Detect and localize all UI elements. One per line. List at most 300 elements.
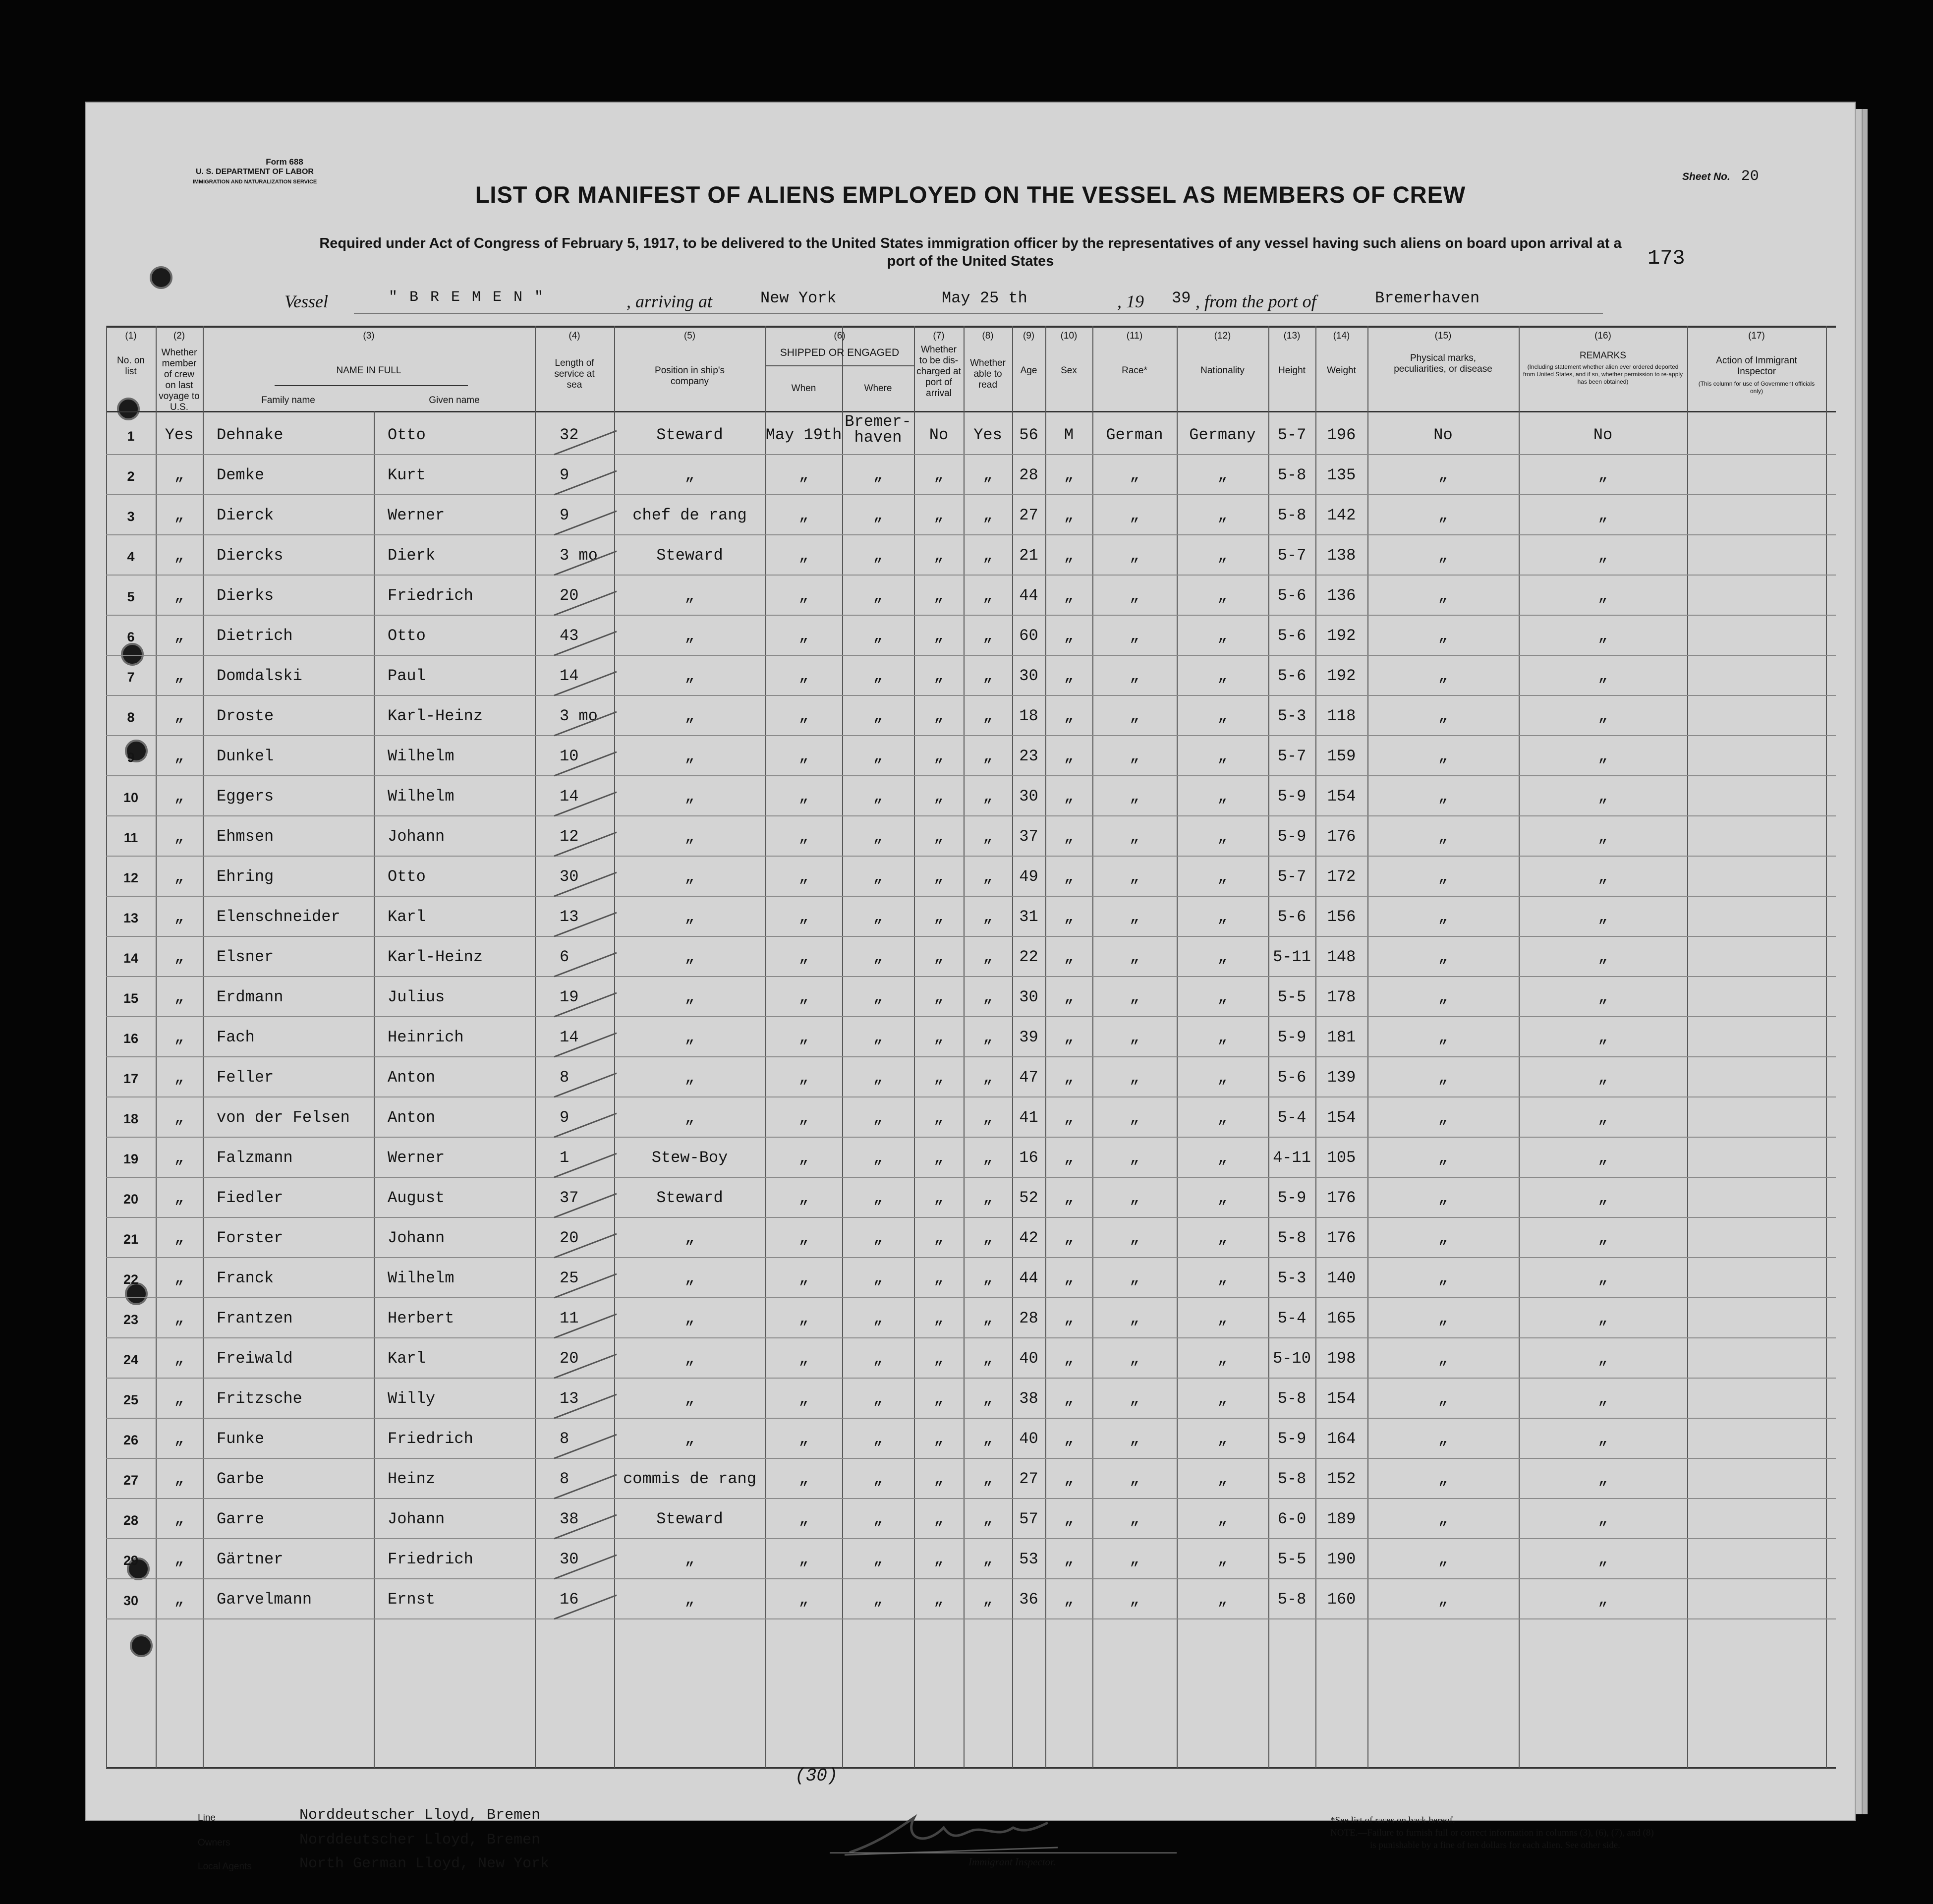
owners-value: Norddeutscher Lloyd, Bremen (299, 1832, 541, 1848)
cell-weight: 154 (1327, 1389, 1356, 1408)
year-suffix: 39 (1172, 289, 1191, 307)
cell-physical: „ (1438, 667, 1448, 685)
cell-position: „ (684, 667, 695, 685)
cell-given: Otto (388, 867, 426, 886)
column-number: (8) (982, 331, 994, 341)
cell-weight: 192 (1327, 627, 1356, 645)
cell-remarks: „ (1598, 627, 1608, 645)
from-label: , from the port of (1195, 291, 1316, 311)
cell-read: „ (983, 506, 993, 524)
cell-physical: „ (1438, 1108, 1448, 1127)
row-number: 16 (123, 1031, 139, 1046)
cell-age: 27 (1019, 506, 1038, 524)
cell-where: „ (873, 1068, 883, 1087)
stamp-number: 173 (1648, 246, 1685, 270)
cell-age: 40 (1019, 1430, 1038, 1448)
cell-sex: M (1064, 426, 1074, 444)
cell-given: Herbert (388, 1309, 455, 1327)
cell-sex: „ (1064, 1028, 1074, 1046)
cell-remarks: „ (1598, 1389, 1608, 1408)
cell-remarks: „ (1598, 827, 1608, 846)
header-when: When (791, 383, 816, 394)
row-rule (106, 454, 1836, 455)
cell-family: Garre (217, 1510, 265, 1528)
check-mark (552, 829, 622, 859)
header-remarks-note: (Including statement whether alien ever ordered deported from United States, and if so, whether permission to re-apply has been obtained) (1523, 363, 1683, 385)
cell-race: „ (1130, 1028, 1139, 1046)
shipped-rule (765, 365, 914, 366)
cell-weight: 176 (1327, 1229, 1356, 1247)
cell-family: Dierks (217, 586, 274, 605)
cell-length: 3 mo (560, 707, 598, 725)
cell-where: „ (873, 546, 883, 565)
cell-nationality: „ (1217, 546, 1228, 565)
cell-race: „ (1130, 1590, 1139, 1609)
cell-position: „ (684, 1269, 695, 1287)
cell-family: Dunkel (217, 747, 274, 765)
cell-nationality: „ (1217, 707, 1228, 725)
cell-position: „ (684, 1349, 695, 1368)
cell-weight: 139 (1327, 1068, 1356, 1087)
cell-height: 5-4 (1277, 1108, 1307, 1127)
cell-age: 18 (1019, 707, 1038, 725)
cell-discharged: No (929, 426, 949, 444)
column-number: (3) (363, 331, 375, 341)
cell-given: Paul (388, 667, 426, 685)
cell-physical: „ (1438, 1590, 1448, 1609)
cell-discharged: „ (934, 988, 944, 1006)
cell-weight: 198 (1327, 1349, 1356, 1368)
cell-prior: „ (174, 747, 184, 765)
cell-length: 1 (560, 1149, 569, 1167)
cell-nationality: „ (1217, 627, 1228, 645)
cell-length: 43 (560, 627, 579, 645)
cell-where: „ (873, 1590, 883, 1609)
cell-read: „ (983, 586, 993, 605)
cell-height: 5-6 (1277, 627, 1307, 645)
column-number: (9) (1023, 331, 1035, 341)
header-name-in-full: NAME IN FULL (336, 365, 401, 376)
cell-remarks: „ (1598, 1349, 1608, 1368)
cell-where: „ (873, 827, 883, 846)
cell-discharged: „ (934, 1108, 944, 1127)
cell-family: Dierck (217, 506, 274, 524)
column-rule (203, 326, 204, 1768)
check-mark (552, 588, 622, 618)
cell-discharged: „ (934, 1430, 944, 1448)
cell-family: Garbe (217, 1470, 265, 1488)
cell-read: „ (983, 1510, 993, 1528)
cell-race: „ (1130, 466, 1139, 484)
cell-age: 60 (1019, 627, 1038, 645)
cell-where: „ (873, 1229, 883, 1247)
cell-given: Dierk (388, 546, 436, 565)
cell-age: 27 (1019, 1470, 1038, 1488)
row-rule (106, 775, 1836, 776)
cell-remarks: „ (1598, 667, 1608, 685)
cell-discharged: „ (934, 1590, 944, 1609)
cell-when: „ (798, 1108, 809, 1127)
cell-race: „ (1130, 1269, 1139, 1287)
column-number: (7) (933, 331, 945, 341)
row-rule (106, 1498, 1836, 1499)
cell-when: „ (798, 1068, 809, 1087)
department-name: U. S. DEPARTMENT OF LABOR (196, 168, 314, 176)
arriving-port: New York (760, 289, 837, 307)
header-physical-marks: Physical marks, peculiarities, or disease (1394, 353, 1492, 374)
cell-remarks: „ (1598, 1510, 1608, 1528)
cell-position: „ (684, 586, 695, 605)
cell-length: 9 (560, 1108, 569, 1127)
cell-weight: 172 (1327, 867, 1356, 886)
row-number: 10 (123, 790, 139, 805)
cell-family: Frantzen (217, 1309, 293, 1327)
cell-read: „ (983, 466, 993, 484)
cell-remarks: „ (1598, 948, 1608, 966)
cell-where: „ (873, 988, 883, 1006)
header-given-name: Given name (429, 395, 480, 405)
cell-sex: „ (1064, 1470, 1074, 1488)
cell-nationality: „ (1217, 1309, 1228, 1327)
cell-family: Forster (217, 1229, 284, 1247)
row-number: 9 (127, 750, 135, 765)
row-rule (106, 1056, 1836, 1057)
cell-weight: 192 (1327, 667, 1356, 685)
cell-position: Steward (656, 1189, 723, 1207)
cell-remarks: „ (1598, 988, 1608, 1006)
cell-prior: „ (174, 506, 184, 524)
cell-remarks: „ (1598, 1149, 1608, 1167)
cell-remarks: „ (1598, 1108, 1608, 1127)
cell-discharged: „ (934, 1510, 944, 1528)
check-mark (552, 669, 622, 698)
cell-remarks: „ (1598, 867, 1608, 886)
cell-physical: „ (1438, 908, 1448, 926)
cell-race: „ (1130, 1149, 1139, 1167)
sheet-label: Sheet No. (1682, 171, 1730, 182)
cell-height: 5-10 (1273, 1349, 1311, 1368)
check-mark (552, 789, 622, 819)
cell-sex: „ (1064, 707, 1074, 725)
cell-length: 12 (560, 827, 579, 846)
check-mark (552, 1351, 622, 1381)
cell-prior: „ (174, 908, 184, 926)
cell-read: „ (983, 1389, 993, 1408)
subtitle-line-1: Required under Act of Congress of February 5, 1917, to be delivered to the United States immigration officer by the representatives of any vessel having such aliens on board upon arrival at a (319, 235, 1622, 251)
cell-read: „ (983, 1068, 993, 1087)
table-top-rule (106, 326, 1836, 328)
column-number: (12) (1214, 331, 1231, 341)
cell-position: Steward (656, 426, 723, 444)
cell-physical: „ (1438, 466, 1448, 484)
inspector-label: Immigrant Inspector. (968, 1856, 1056, 1868)
cell-physical: „ (1438, 546, 1448, 565)
cell-sex: „ (1064, 506, 1074, 524)
row-number: 23 (123, 1312, 139, 1327)
agents-label: Local Agents (198, 1861, 252, 1872)
cell-when: „ (798, 1189, 809, 1207)
cell-position: „ (684, 1550, 695, 1568)
cell-length: 25 (560, 1269, 579, 1287)
cell-when: „ (798, 1309, 809, 1327)
cell-family: Demke (217, 466, 265, 484)
cell-discharged: „ (934, 908, 944, 926)
cell-remarks: „ (1598, 787, 1608, 806)
cell-age: 22 (1019, 948, 1038, 966)
cell-length: 20 (560, 1349, 579, 1368)
cell-given: Karl (388, 1349, 426, 1368)
cell-race: „ (1130, 867, 1139, 886)
cell-race: „ (1130, 747, 1139, 765)
cell-where-first-row (842, 414, 914, 446)
check-mark (552, 990, 622, 1020)
cell-read: „ (983, 546, 993, 565)
check-mark (552, 1231, 622, 1261)
cell-race: „ (1130, 1108, 1139, 1127)
cell-nationality: „ (1217, 1068, 1228, 1087)
cell-when: „ (798, 586, 809, 605)
cell-family: Erdmann (217, 988, 284, 1006)
cell-read: „ (983, 787, 993, 806)
cell-position: „ (684, 466, 695, 484)
cell-nationality: „ (1217, 586, 1228, 605)
column-number: (14) (1333, 331, 1350, 341)
cell-when: „ (798, 1510, 809, 1528)
cell-height: 5-9 (1277, 1430, 1307, 1448)
row-rule (106, 815, 1836, 816)
cell-height: 5-6 (1277, 908, 1307, 926)
cell-discharged: „ (934, 1269, 944, 1287)
check-mark (552, 1151, 622, 1180)
cell-race: „ (1130, 667, 1139, 685)
cell-prior: „ (174, 1028, 184, 1046)
cell-read: „ (983, 827, 993, 846)
cell-read: „ (983, 867, 993, 886)
cell-family: Gärtner (217, 1550, 284, 1568)
cell-nationality: „ (1217, 787, 1228, 806)
cell-position: „ (684, 787, 695, 806)
cell-race: „ (1130, 908, 1139, 926)
signature-line (830, 1852, 1177, 1853)
cell-read: „ (983, 1229, 993, 1247)
cell-given: Willy (388, 1389, 436, 1408)
cell-discharged: „ (934, 506, 944, 524)
cell-family: Fiedler (217, 1189, 284, 1207)
check-mark (552, 1030, 622, 1060)
cell-remarks: „ (1598, 1269, 1608, 1287)
row-number: 2 (127, 469, 135, 484)
cell-age: 16 (1019, 1149, 1038, 1167)
check-mark (552, 1391, 622, 1421)
cell-height: 5-5 (1277, 988, 1307, 1006)
row-rule (106, 1257, 1836, 1258)
row-number: 5 (127, 589, 135, 604)
cell-length: 20 (560, 586, 579, 605)
cell-position: „ (684, 908, 695, 926)
row-number: 12 (123, 870, 139, 885)
check-mark (552, 1271, 622, 1301)
total-count: (30) (795, 1766, 838, 1786)
row-rule (106, 695, 1836, 696)
cell-physical: „ (1438, 1430, 1448, 1448)
cell-position: Steward (656, 546, 723, 565)
cell-height: 5-9 (1277, 1189, 1307, 1207)
cell-sex: „ (1064, 1590, 1074, 1609)
cell-family: Feller (217, 1068, 274, 1087)
header-able-read: Whether able to read (970, 358, 1006, 390)
cell-where: „ (873, 466, 883, 484)
cell-race: „ (1130, 506, 1139, 524)
row-rule (106, 1177, 1836, 1178)
cell-height: 5-3 (1277, 1269, 1307, 1287)
cell-discharged: „ (934, 948, 944, 966)
crew-table (106, 326, 1836, 1768)
cell-nationality: „ (1217, 747, 1228, 765)
row-number: 20 (123, 1192, 139, 1207)
check-mark (552, 749, 622, 779)
cell-physical: „ (1438, 1149, 1448, 1167)
cell-age: 41 (1019, 1108, 1038, 1127)
cell-length: 38 (560, 1510, 579, 1528)
cell-where: „ (873, 948, 883, 966)
cell-remarks: „ (1598, 747, 1608, 765)
cell-sex: „ (1064, 1269, 1074, 1287)
cell-sex: „ (1064, 1068, 1074, 1087)
cell-physical: „ (1438, 1028, 1448, 1046)
cell-prior: „ (174, 466, 184, 484)
arriving-label: , arriving at (626, 291, 713, 311)
column-rule (1687, 326, 1688, 1768)
cell-when: „ (798, 948, 809, 966)
row-rule (106, 1458, 1836, 1459)
cell-nationality: „ (1217, 908, 1228, 926)
cell-race: „ (1130, 1229, 1139, 1247)
cell-height: 5-3 (1277, 707, 1307, 725)
cell-length: 6 (560, 948, 569, 966)
cell-sex: „ (1064, 1349, 1074, 1368)
row-number: 1 (127, 429, 135, 444)
cell-weight: 135 (1327, 466, 1356, 484)
cell-given: Friedrich (388, 586, 473, 605)
cell-race: „ (1130, 1309, 1139, 1327)
row-number: 24 (123, 1352, 139, 1367)
cell-prior: „ (174, 988, 184, 1006)
cell-remarks: „ (1598, 1028, 1608, 1046)
cell-height: 5-9 (1277, 827, 1307, 846)
row-rule (106, 1096, 1836, 1097)
cell-when: „ (798, 1389, 809, 1408)
cell-physical: „ (1438, 1068, 1448, 1087)
cell-when: „ (798, 787, 809, 806)
cell-race: „ (1130, 546, 1139, 565)
cell-nationality: „ (1217, 948, 1228, 966)
cell-weight: 136 (1327, 586, 1356, 605)
header-remarks: REMARKS (1580, 350, 1626, 361)
cell-given: Johann (388, 827, 445, 846)
cell-height: 5-6 (1277, 1068, 1307, 1087)
cell-length: 30 (560, 867, 579, 886)
column-number: (13) (1283, 331, 1301, 341)
row-number: 22 (123, 1272, 139, 1287)
cell-given: Karl-Heinz (388, 948, 483, 966)
cell-given: Heinz (388, 1470, 436, 1488)
header-race: Race* (1122, 365, 1147, 376)
header-action: Action of Immigrant Inspector (1716, 355, 1797, 377)
cell-weight: 156 (1327, 908, 1356, 926)
cell-physical: „ (1438, 707, 1448, 725)
cell-physical: „ (1438, 1349, 1448, 1368)
cell-position: chef de rang (632, 506, 747, 524)
cell-sex: „ (1064, 627, 1074, 645)
cell-nationality: „ (1217, 1189, 1228, 1207)
cell-remarks: „ (1598, 506, 1608, 524)
cell-physical: No (1433, 426, 1453, 444)
subtitle-line-2: port of the United States (887, 253, 1054, 269)
row-number: 26 (123, 1433, 139, 1447)
cell-given: Anton (388, 1108, 436, 1127)
cell-height: 5-8 (1277, 1470, 1307, 1488)
cell-height: 5-8 (1277, 1590, 1307, 1609)
cell-length: 11 (560, 1309, 579, 1327)
cell-age: 47 (1019, 1068, 1038, 1087)
column-rule (106, 326, 107, 1768)
cell-height: 5-5 (1277, 1550, 1307, 1568)
cell-weight: 164 (1327, 1430, 1356, 1448)
row-number: 14 (123, 951, 139, 966)
cell-when: „ (798, 1590, 809, 1609)
cell-weight: 154 (1327, 1108, 1356, 1127)
cell-when: „ (798, 908, 809, 926)
cell-given: Werner (388, 1149, 445, 1167)
cell-race: „ (1130, 1430, 1139, 1448)
cell-height: 5-9 (1277, 1028, 1307, 1046)
cell-physical: „ (1438, 988, 1448, 1006)
cell-prior: „ (174, 627, 184, 645)
cell-given: Werner (388, 506, 445, 524)
check-mark (552, 508, 622, 538)
cell-where: „ (873, 1269, 883, 1287)
cell-discharged: „ (934, 1349, 944, 1368)
cell-position: „ (684, 1389, 695, 1408)
cell-given: Johann (388, 1510, 445, 1528)
header-length-service: Length of service at sea (554, 358, 595, 390)
row-number: 28 (123, 1513, 139, 1528)
cell-given: Karl-Heinz (388, 707, 483, 725)
cell-read: „ (983, 1590, 993, 1609)
cell-height: 6-0 (1277, 1510, 1307, 1528)
column-number: (10) (1060, 331, 1078, 341)
cell-nationality: Germany (1189, 426, 1256, 444)
cell-length: 20 (560, 1229, 579, 1247)
row-rule (106, 1137, 1836, 1138)
cell-length: 19 (560, 988, 579, 1006)
cell-weight: 181 (1327, 1028, 1356, 1046)
cell-nationality: „ (1217, 1108, 1228, 1127)
cell-weight: 178 (1327, 988, 1356, 1006)
vessel-name: " B R E M E N " (389, 289, 545, 306)
check-mark (552, 910, 622, 939)
owners-label: Owners (198, 1838, 230, 1848)
cell-weight: 138 (1327, 546, 1356, 565)
row-number: 3 (127, 509, 135, 524)
vessel-line (86, 291, 1855, 316)
agents-value: North German Lloyd, New York (299, 1855, 550, 1872)
row-rule (106, 1297, 1836, 1298)
cell-length: 10 (560, 747, 579, 765)
cell-physical: „ (1438, 867, 1448, 886)
cell-weight: 165 (1327, 1309, 1356, 1327)
cell-prior: „ (174, 546, 184, 565)
